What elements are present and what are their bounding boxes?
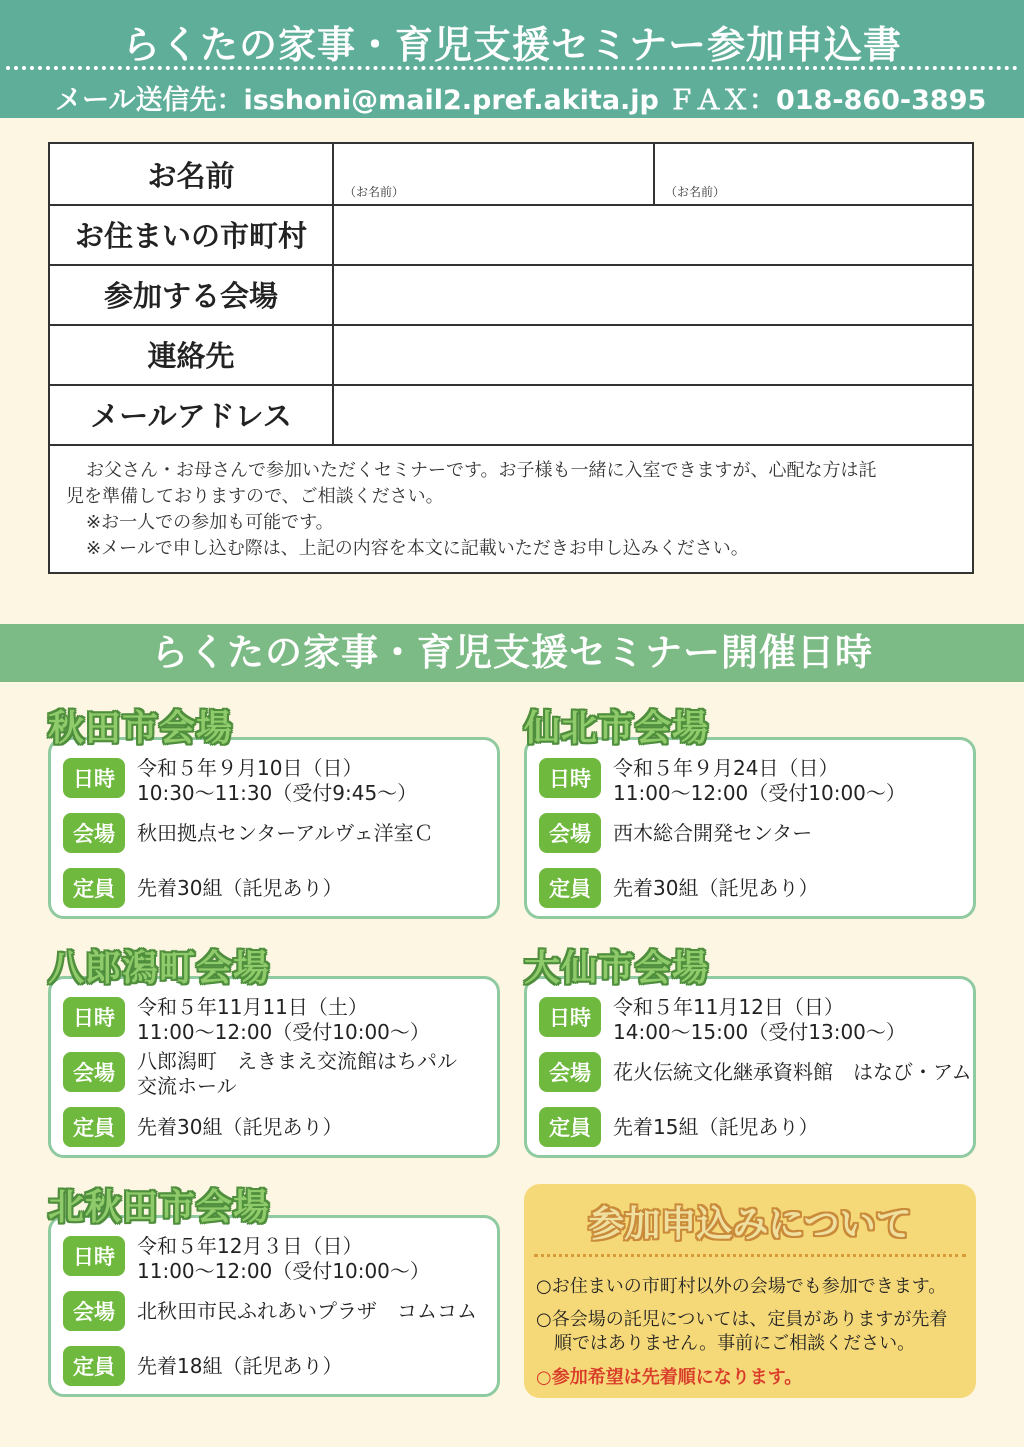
- form-note: [50, 444, 972, 572]
- venue-date: 令和５年11月11日（土）: [137, 995, 368, 1019]
- email-address[interactable]: メール送信先：isshoni@mail2.pref.akita.jp: [55, 85, 659, 116]
- venue-capacity: 先着30組（託児あり）: [613, 876, 819, 900]
- venue-card-daisen: [524, 976, 976, 1158]
- venue-capacity: 先着18組（託児あり）: [137, 1354, 343, 1378]
- note-line: ※メールで申し込む際は、上記の内容を本文に記載いただきお申し込みください。: [86, 538, 749, 559]
- venue-date: 令和５年９月24日（日）: [613, 756, 839, 780]
- form-row-name: [50, 144, 972, 206]
- dotted-divider: [6, 66, 1018, 70]
- venue-time: 10:30～11:30（受付9:45～）: [137, 781, 418, 805]
- venue-chip: 会場: [539, 1052, 601, 1092]
- venue-card-hachirogata: [48, 976, 500, 1158]
- form-row-venue: [50, 264, 972, 326]
- venue-date: 令和５年12月３日（日）: [137, 1234, 363, 1258]
- info-line: ○各会場の託児については、定員がありますが先着: [536, 1309, 948, 1330]
- venue-title-kitaakita: 北秋田市会場: [48, 1187, 271, 1228]
- date-chip: 日時: [539, 758, 601, 798]
- name-hint-1: （お名前）: [344, 185, 405, 199]
- schedule-heading: らくたの家事・育児支援セミナー開催日時: [0, 624, 1024, 682]
- note-line: ※お一人での参加も可能です。: [86, 512, 334, 533]
- venue-card-semboku: [524, 737, 976, 919]
- venue-card-kitaakita: [48, 1215, 500, 1397]
- date-chip: 日時: [63, 758, 125, 798]
- venue-date: 令和５年11月12日（日）: [613, 995, 844, 1019]
- venue-chip: 会場: [63, 1291, 125, 1331]
- venue-chip: 会場: [63, 1052, 125, 1092]
- date-chip: 日時: [63, 997, 125, 1037]
- venue-card-akita: [48, 737, 500, 919]
- venue-place-2: 交流ホール: [137, 1074, 237, 1098]
- capacity-chip: 定員: [539, 868, 601, 908]
- application-info-box: [524, 1184, 976, 1398]
- form-row-email: [50, 384, 972, 446]
- venue-place: 秋田拠点センターアルヴェ洋室Ｃ: [137, 821, 434, 845]
- capacity-chip: 定員: [63, 1107, 125, 1147]
- page-title: らくたの家事・育児支援セミナー参加申込書: [121, 23, 902, 67]
- name-hint-2: （お名前）: [665, 185, 726, 199]
- venue-chip: 会場: [63, 813, 125, 853]
- venue-title-daisen: 大仙市会場: [524, 948, 710, 989]
- info-divider: [534, 1254, 966, 1257]
- date-chip: 日時: [539, 997, 601, 1037]
- form-row-contact: [50, 324, 972, 386]
- form-label-venue: 参加する会場: [50, 264, 334, 324]
- venue-field[interactable]: [334, 264, 972, 324]
- header-banner: [0, 0, 1024, 118]
- venue-capacity: 先着30組（託児あり）: [137, 876, 343, 900]
- info-line: 順ではありません。事前にご相談ください。: [536, 1333, 916, 1354]
- form-label-email: メールアドレス: [50, 384, 334, 444]
- capacity-chip: 定員: [63, 868, 125, 908]
- capacity-chip: 定員: [539, 1107, 601, 1147]
- venue-title-hachirogata: 八郎潟町会場: [48, 948, 271, 989]
- application-form: [48, 142, 974, 574]
- info-line: ○お住まいの市町村以外の会場でも参加できます。: [536, 1276, 947, 1297]
- venue-capacity: 先着30組（託児あり）: [137, 1115, 343, 1139]
- venue-place: 北秋田市民ふれあいプラザ コムコム: [137, 1299, 477, 1323]
- name-field-2[interactable]: [655, 144, 972, 204]
- note-line: 児を準備しておりますので、ご相談ください。: [66, 486, 444, 507]
- municipality-field[interactable]: [334, 204, 972, 264]
- name-field-1[interactable]: [334, 144, 655, 204]
- venue-date: 令和５年９月10日（日）: [137, 756, 363, 780]
- info-line-highlight: ○参加希望は先着順になります。: [536, 1367, 803, 1388]
- form-label-name: お名前: [50, 144, 334, 204]
- capacity-chip: 定員: [63, 1346, 125, 1386]
- venue-time: 11:00～12:00（受付10:00～）: [137, 1020, 430, 1044]
- fax-number: ＦＡＸ：018-860-3895: [668, 85, 987, 116]
- form-label-contact: 連絡先: [50, 324, 334, 384]
- venue-title-semboku: 仙北市会場: [524, 708, 710, 749]
- form-label-municipality: お住まいの市町村: [50, 204, 334, 264]
- info-title: 参加申込みについて: [588, 1204, 912, 1245]
- venue-place: 花火伝統文化継承資料館 はなび・アム: [613, 1060, 972, 1084]
- venue-place: 八郎潟町 えきまえ交流館はちパル: [137, 1049, 457, 1073]
- venue-capacity: 先着15組（託児あり）: [613, 1115, 819, 1139]
- venue-place: 西木総合開発センター: [613, 821, 813, 845]
- venue-title-akita: 秋田市会場: [48, 708, 234, 749]
- venue-chip: 会場: [539, 813, 601, 853]
- venue-time: 11:00～12:00（受付10:00～）: [613, 781, 906, 805]
- note-line: お父さん・お母さんで参加いただくセミナーです。お子様も一緒に入室できますが、心配な方は託: [86, 460, 877, 481]
- venue-time: 11:00～12:00（受付10:00～）: [137, 1259, 430, 1283]
- venue-time: 14:00～15:00（受付13:00～）: [613, 1020, 906, 1044]
- contact-field[interactable]: [334, 324, 972, 384]
- email-field[interactable]: [334, 384, 972, 444]
- form-row-municipality: [50, 204, 972, 266]
- date-chip: 日時: [63, 1236, 125, 1276]
